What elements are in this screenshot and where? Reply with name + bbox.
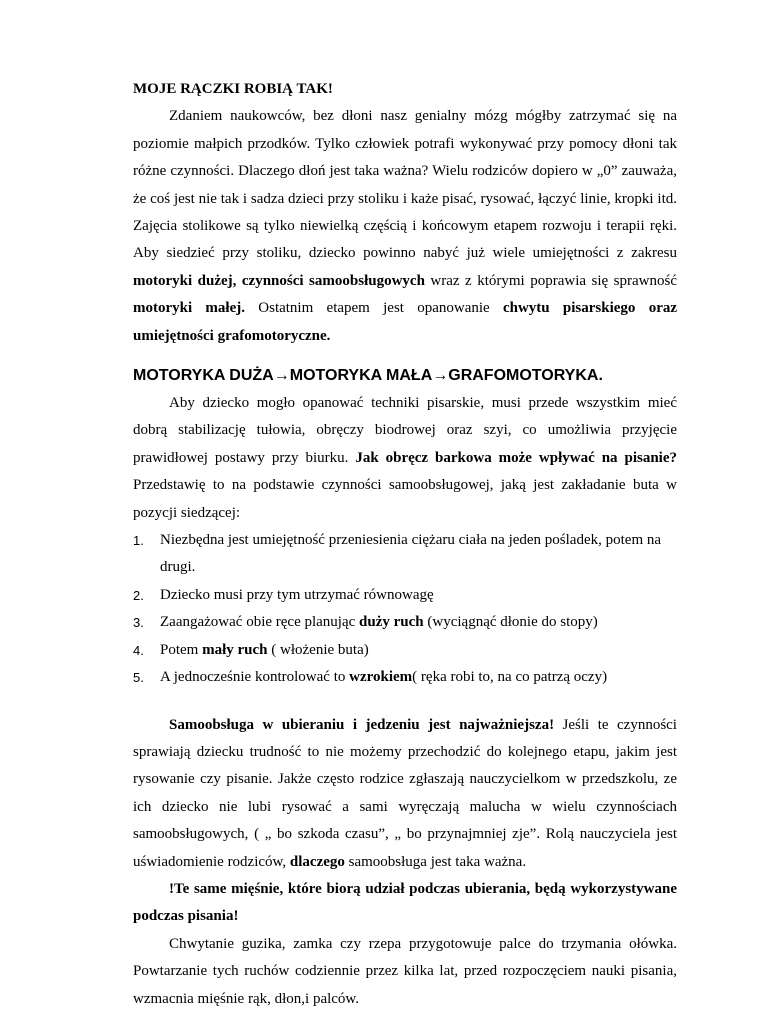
list-item-text: Niezbędna jest umiejętność przeniesienia ciężaru ciała na jeden pośladek, potem na drugi. [160, 532, 662, 576]
list-item [133, 582, 677, 609]
list-item-number: 5. [133, 670, 144, 686]
muscles-paragraph [133, 876, 677, 931]
list-item-text: Zaangażować obie ręce planując [160, 614, 360, 631]
self-care-bold-2: dlaczego [289, 853, 345, 870]
document-page [133, 76, 677, 1013]
stabilization-bold-1: Jak obręcz barkowa może wpływać na pisanie? [355, 449, 677, 466]
list-item-text: Dziecko musi przy tym utrzymać równowagę [160, 586, 434, 603]
list-item-text: ( ręka robi to, na co patrzą oczy) [412, 669, 608, 686]
muscles-bold: !Te same mięśnie, które biorą udział podczas ubierania, będą wykorzystywane podczas pisania! [133, 880, 677, 925]
intro-paragraph [133, 103, 677, 350]
list-item-text: ( włożenie buta) [267, 641, 369, 658]
intro-text-3: Ostatnim etapem jest opanowanie [245, 300, 503, 317]
list-item-bold: wzrokiem [349, 669, 413, 686]
list-item [133, 637, 677, 664]
list-item-number: 1. [133, 533, 144, 549]
intro-bold-1: motoryki dużej, czynności samoobsługowych [133, 272, 425, 289]
intro-text-2: wraz z którymi poprawia się sprawność [424, 272, 678, 289]
intro-text-1: Zdaniem naukowców, bez dłoni nasz genialny mózg mógłby zatrzymać się na poziomie małpich przodków. Tylko człowiek potrafi wykonywać przy pomocy dłoni tak różne czynności. Dlaczego dłoń jest taka ważna? Wielu rodziców dopiero w „0” zauważa, że coś jest nie tak i sadza dzieci przy stoliku i każe pisać, rysować, łączyć linie, kropki itd. Zajęcia stolikowe są tylko niewielką częścią i końcowym etapem rozwoju i terapii ręki. Aby siedzieć przy stoliku, dziecko powinno nabyć już wiele umiejętności z zakresu [133, 108, 677, 262]
self-care-text-1: Jeśli te czynności sprawiają dziecku trudność to nie możemy przechodzić do kolejnego etapu, jakim jest rysowanie czy pisanie. Jakże często rodzice zgłaszają nauczycielkom w przedszkolu, ze ich dziecko nie lubi rysować a sami wyręczają malucha w wielu czynnościach samoobsługowych, ( „ bo szkoda czasu”, „ bo przynajmniej zje”. Rolą nauczyciela jest uświadomienie rodziców, [133, 716, 677, 870]
stabilization-text-1: Aby dziecko mogło opanować techniki pisarskie, musi przede wszystkim mieć dobrą stabilizację tułowia, obręczy biodrowej oraz szyi, co umożliwia przyjęcie prawidłowej postawy przy biurku. [133, 395, 677, 466]
list-item-text: (wyciągnąć dłonie do stopy) [423, 614, 598, 631]
stabilization-text-2: Przedstawię to na podstawie czynności samoobsługowej, jaką jest zakładanie buta w pozycji siedzącej: [133, 477, 677, 521]
list-item-number: 4. [133, 642, 144, 658]
list-item-text: A jednocześnie kontrolować to [160, 669, 350, 686]
section-heading: MOTORYKA DUŻA→MOTORYKA MAŁA→GRAFOMOTORYKA. [133, 367, 603, 385]
list-item [133, 664, 677, 691]
fingers-paragraph: Chwytanie guzika, zamka czy rzepa przygotowuje palce do trzymania ołówka. Powtarzanie tych ruchów codziennie przez kilka lat, przed rozpoczęciem nauki pisania, wzmacnia mięśnie rąk, dłon,i palców. [133, 935, 677, 1007]
list-item-number: 3. [133, 615, 144, 631]
document-title: MOJE RĄCZKI ROBIĄ TAK! [133, 81, 333, 97]
self-care-text-2: samoobsługa jest taka ważna. [344, 853, 527, 870]
intro-bold-3: chwytu pisarskiego oraz umiejętności grafomotoryczne. [133, 300, 678, 344]
list-item [133, 527, 677, 582]
stabilization-paragraph [133, 390, 677, 527]
intro-bold-2: motoryki małej. [133, 300, 245, 317]
list-item-bold: mały ruch [202, 641, 268, 658]
steps-list [133, 527, 677, 691]
self-care-paragraph [133, 712, 677, 876]
spacer [133, 692, 677, 712]
list-item [133, 609, 677, 636]
list-item-text: Potem [160, 641, 203, 658]
list-item-bold: duży ruch [359, 614, 424, 631]
self-care-bold-1: Samoobsługa w ubieraniu i jedzeniu jest najważniejsza! [169, 716, 555, 733]
list-item-number: 2. [133, 587, 144, 603]
